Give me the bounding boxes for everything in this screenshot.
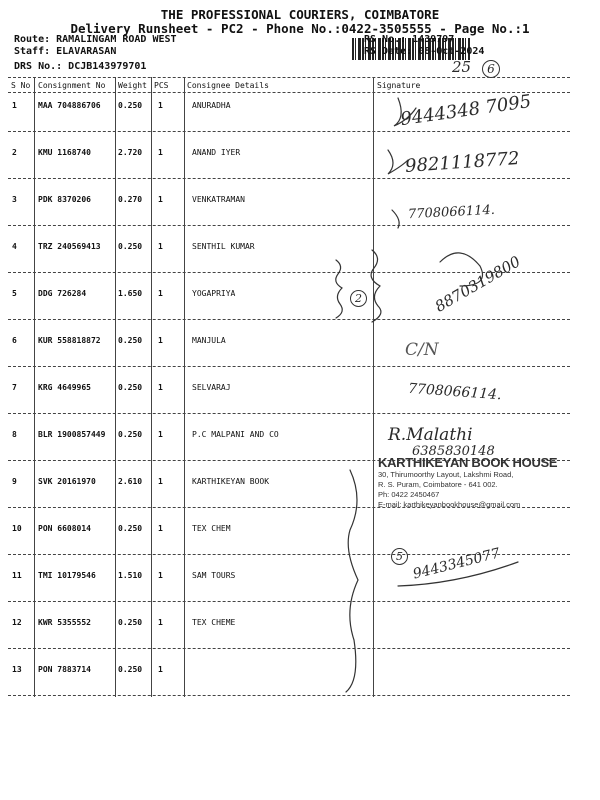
row-pcs: 1 <box>158 665 163 674</box>
row-weight: 2.610 <box>118 477 143 486</box>
handwritten-row11-mark: 5 <box>391 548 408 565</box>
company-title: THE PROFESSIONAL COURIERS, COIMBATORE <box>160 7 440 22</box>
rs-date: RS Date: 08-Oct-2024 <box>364 46 485 57</box>
row-pcs: 1 <box>158 618 163 627</box>
col-header-signature: Signature <box>377 81 421 90</box>
handwritten-circled-number: 6 <box>482 60 500 78</box>
row-consignment-no: TMI 10179546 <box>38 571 96 580</box>
row-sno: 8 <box>12 430 17 439</box>
row-pcs: 1 <box>158 571 163 580</box>
col-header-sno: S No <box>11 81 31 90</box>
signature-row-11: 9443345077 <box>411 545 502 583</box>
row-sno: 10 <box>12 524 22 533</box>
row-divider <box>8 366 570 367</box>
row-weight: 0.250 <box>118 336 143 345</box>
row-pcs: 1 <box>158 101 163 110</box>
row-pcs: 1 <box>158 242 163 251</box>
row-consignee: KARTHIKEYAN BOOK <box>192 477 270 486</box>
row-pcs: 1 <box>158 430 163 439</box>
signature-row-9-phone: 6385830148 <box>412 444 495 459</box>
signature-row-2: 9821118772 <box>404 148 521 177</box>
row-divider <box>8 319 570 320</box>
row-consignment-no: KMU 1168740 <box>38 148 91 157</box>
row-consignee: MANJULA <box>192 336 226 345</box>
stamp-address-1: 30, Thirumoorthy Layout, Lakshmi Road, <box>378 470 514 479</box>
row-consignment-no: SVK 20161970 <box>38 477 96 486</box>
row-sno: 6 <box>12 336 17 345</box>
brace-left-row4 <box>336 260 343 318</box>
row-sno: 13 <box>12 665 22 674</box>
row-divider <box>8 695 570 696</box>
staff-label: Staff: ELAVARASAN <box>14 46 117 57</box>
row-consignee: SELVARAJ <box>192 383 231 392</box>
row-consignment-no: MAA 704886706 <box>38 101 101 110</box>
signature-row-1: 9444348 7095 <box>399 90 533 131</box>
row-consignee: YOGAPRIYA <box>192 289 236 298</box>
signature-row-5: 8870319800 <box>431 252 524 316</box>
handwritten-row5-mark: 2 <box>350 290 367 307</box>
stamp-phone: Ph: 0422 2450467 <box>378 490 440 499</box>
row-weight: 2.720 <box>118 148 143 157</box>
row-consignee: VENKATRAMAN <box>192 195 245 204</box>
row-consignee: P.C MALPANI AND CO <box>192 430 279 439</box>
row-weight: 0.250 <box>118 524 143 533</box>
row-divider <box>8 413 570 414</box>
stamp-name: KARTHIKEYAN BOOK HOUSE <box>378 455 558 470</box>
row-weight: 0.250 <box>118 665 143 674</box>
row-consignment-no: TRZ 240569413 <box>38 242 101 251</box>
col-header-consignee: Consignee Details <box>187 81 269 90</box>
column-divider <box>34 77 35 697</box>
row-weight: 1.650 <box>118 289 143 298</box>
row-sno: 9 <box>12 477 17 486</box>
row-sno: 2 <box>12 148 17 157</box>
row-weight: 1.510 <box>118 571 143 580</box>
row-pcs: 1 <box>158 336 163 345</box>
row-consignment-no: PON 6608014 <box>38 524 91 533</box>
row-weight: 0.250 <box>118 618 143 627</box>
row-pcs: 1 <box>158 289 163 298</box>
company-stamp <box>378 455 578 513</box>
row-sno: 7 <box>12 383 17 392</box>
row-consignment-no: PDK 8370206 <box>38 195 91 204</box>
row-consignee: TEX CHEM <box>192 524 231 533</box>
row-sno: 12 <box>12 618 22 627</box>
row-divider <box>8 601 570 602</box>
row-weight: 0.270 <box>118 195 143 204</box>
row-sno: 4 <box>12 242 17 251</box>
row-pcs: 1 <box>158 195 163 204</box>
row-pcs: 1 <box>158 524 163 533</box>
row-sno: 11 <box>12 571 22 580</box>
row-consignee: ANURADHA <box>192 101 231 110</box>
table-top-rule <box>8 77 570 78</box>
rs-number: RS No.: 1439797 <box>364 34 455 45</box>
signature-row-8: R.Malathi <box>388 425 473 445</box>
row-consignee: SAM TOURS <box>192 571 236 580</box>
row-weight: 0.250 <box>118 383 143 392</box>
row-weight: 0.250 <box>118 242 143 251</box>
stamp-address-2: R. S. Puram, Coimbatore - 641 002. <box>378 480 498 489</box>
row-consignment-no: BLR 1900857449 <box>38 430 106 439</box>
column-divider <box>184 77 185 697</box>
row-pcs: 1 <box>158 383 163 392</box>
row-consignment-no: KWR 5355552 <box>38 618 91 627</box>
row-pcs: 1 <box>158 477 163 486</box>
row-consignee: ANAND IYER <box>192 148 241 157</box>
row-divider <box>8 131 570 132</box>
col-header-consignment: Consignment No <box>38 81 106 90</box>
table-header-rule <box>8 92 570 93</box>
row-divider <box>8 225 570 226</box>
column-divider <box>151 77 152 697</box>
row-pcs: 1 <box>158 148 163 157</box>
row-sno: 3 <box>12 195 17 204</box>
signature-row-3: 7708066114. <box>407 202 496 223</box>
row-consignment-no: PON 7883714 <box>38 665 91 674</box>
row-consignment-no: KUR 558818872 <box>38 336 101 345</box>
brace-large-rows9-13 <box>346 470 358 692</box>
col-header-pcs: PCS <box>154 81 169 90</box>
drs-number: DRS No.: DCJB143979701 <box>14 61 147 72</box>
row-consignment-no: DDG 726284 <box>38 289 87 298</box>
stamp-email: E-mail: karthikeyanbookhouse@gmail.com <box>378 500 521 509</box>
row-weight: 0.250 <box>118 430 143 439</box>
row-sno: 5 <box>12 289 17 298</box>
handwritten-count: 25 <box>452 58 472 76</box>
row-sno: 1 <box>12 101 17 110</box>
runsheet-subtitle: Delivery Runsheet - PC2 - Phone No.:0422-3505555 - Page No.:1 <box>70 21 530 36</box>
route-label: Route: RAMALINGAM ROAD WEST <box>14 34 177 45</box>
column-divider <box>115 77 116 697</box>
col-header-weight: Weight <box>118 81 147 90</box>
row-divider <box>8 648 570 649</box>
signature-row-6: C/N <box>405 340 439 360</box>
column-divider <box>373 77 374 697</box>
row-divider <box>8 178 570 179</box>
row-consignee: SENTHIL KUMAR <box>192 242 255 251</box>
row-consignment-no: KRG 4649965 <box>38 383 91 392</box>
row-weight: 0.250 <box>118 101 143 110</box>
row-consignee: TEX CHEME <box>192 618 236 627</box>
signature-row-7: 7708066114. <box>407 380 502 404</box>
